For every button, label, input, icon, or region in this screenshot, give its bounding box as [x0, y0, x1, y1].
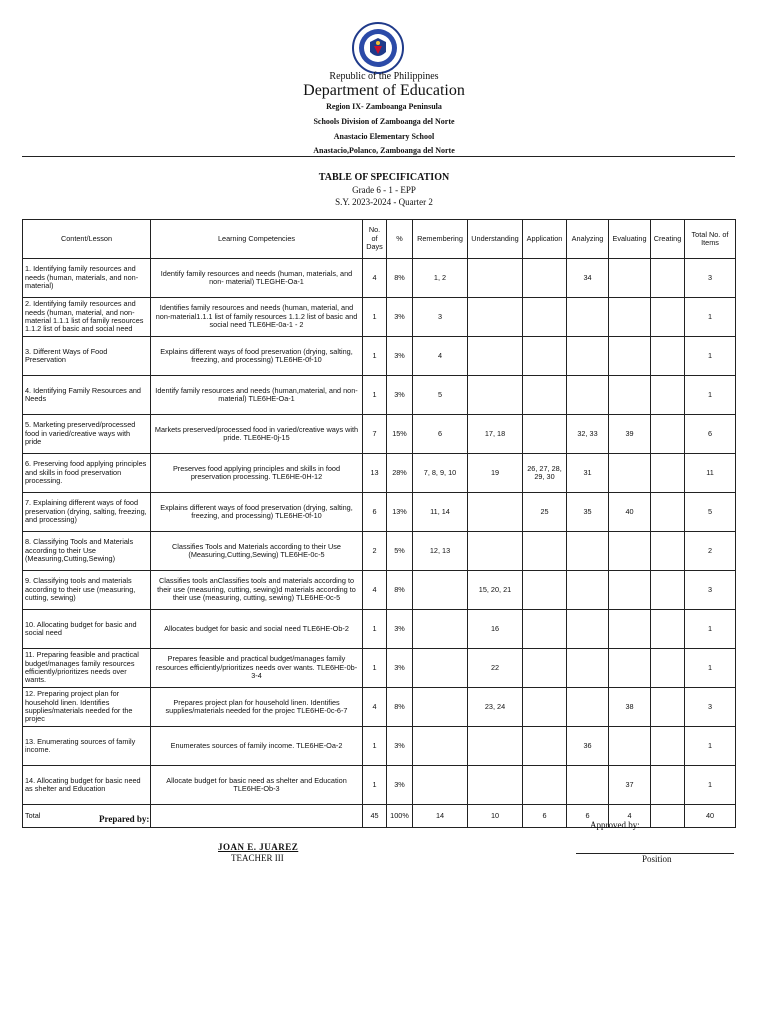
- competency-cell: Enumerates sources of family income. TLE6HE-Oa-2: [151, 727, 363, 766]
- value-cell: [523, 610, 567, 649]
- table-row: [23, 298, 736, 337]
- value-cell: [651, 571, 685, 610]
- document-title: TABLE OF SPECIFICATION: [318, 172, 450, 183]
- table-row: [23, 610, 736, 649]
- content-cell: 10. Allocating budget for basic and social need: [23, 610, 151, 649]
- value-cell: 19: [468, 454, 523, 493]
- value-cell: 8%: [387, 259, 413, 298]
- value-cell: [609, 727, 651, 766]
- value-cell: [468, 727, 523, 766]
- value-cell: 1: [363, 337, 387, 376]
- value-cell: 4: [413, 337, 468, 376]
- division-label: Schools Division of Zamboanga del Norte: [313, 117, 455, 126]
- value-cell: 1: [363, 298, 387, 337]
- value-cell: 3%: [387, 766, 413, 805]
- table-row: [23, 376, 736, 415]
- table-row: [23, 766, 736, 805]
- deped-seal-logo: [352, 22, 404, 74]
- value-cell: [413, 610, 468, 649]
- value-cell: 5: [685, 493, 736, 532]
- value-cell: 5: [413, 376, 468, 415]
- value-cell: [567, 532, 609, 571]
- value-cell: [413, 766, 468, 805]
- column-header: %: [387, 220, 413, 259]
- value-cell: 26, 27, 28, 29, 30: [523, 454, 567, 493]
- competency-cell: Prepares project plan for household linen. Identifies supplies/materials needed for the projec TLE6HE-0c-6-7: [151, 688, 363, 727]
- value-cell: 38: [609, 688, 651, 727]
- column-header: Evaluating: [609, 220, 651, 259]
- grade-label: Grade 6 - 1 - EPP: [352, 185, 416, 195]
- value-cell: 1: [685, 727, 736, 766]
- value-cell: 3%: [387, 376, 413, 415]
- value-cell: 31: [567, 454, 609, 493]
- value-cell: 4: [363, 259, 387, 298]
- region-label: Region IX- Zamboanga Peninsula: [326, 102, 442, 111]
- value-cell: [523, 649, 567, 688]
- value-cell: 1: [685, 766, 736, 805]
- department-title: Department of Education: [303, 82, 465, 99]
- value-cell: [609, 298, 651, 337]
- prepared-by-label: Prepared by:: [99, 814, 150, 824]
- value-cell: [468, 337, 523, 376]
- content-cell: 9. Classifying tools and materials according to their use (measuring, cutting, sewing): [23, 571, 151, 610]
- header-row: [23, 220, 736, 259]
- value-cell: [609, 532, 651, 571]
- value-cell: [413, 727, 468, 766]
- value-cell: 1: [685, 610, 736, 649]
- content-cell: 14. Allocating budget for basic need as shelter and Education: [23, 766, 151, 805]
- value-cell: [468, 766, 523, 805]
- total-cell: 40: [685, 805, 736, 828]
- value-cell: [523, 259, 567, 298]
- value-cell: 7: [363, 415, 387, 454]
- value-cell: 3%: [387, 649, 413, 688]
- value-cell: 3: [685, 259, 736, 298]
- value-cell: [413, 571, 468, 610]
- total-cell: 6: [567, 805, 609, 828]
- competency-cell: Markets preserved/processed food in varied/creative ways with pride. TLE6HE-0j-15: [151, 415, 363, 454]
- value-cell: [413, 649, 468, 688]
- value-cell: [567, 766, 609, 805]
- content-cell: 6. Preserving food applying principles and skills in food preservation processing.: [23, 454, 151, 493]
- value-cell: 13: [363, 454, 387, 493]
- value-cell: 8%: [387, 571, 413, 610]
- value-cell: [651, 259, 685, 298]
- value-cell: [468, 532, 523, 571]
- value-cell: 1: [363, 727, 387, 766]
- value-cell: 3: [413, 298, 468, 337]
- column-header: Remembering: [413, 220, 468, 259]
- value-cell: [609, 571, 651, 610]
- content-cell: 8. Classifying Tools and Materials according to their Use (Measuring,Cutting,Sewing): [23, 532, 151, 571]
- value-cell: [567, 649, 609, 688]
- value-cell: 34: [567, 259, 609, 298]
- value-cell: 1: [363, 649, 387, 688]
- specification-table: [22, 219, 736, 828]
- value-cell: 37: [609, 766, 651, 805]
- competency-cell: Allocate budget for basic need as shelter and Education TLE6HE-Ob-3: [151, 766, 363, 805]
- value-cell: [651, 727, 685, 766]
- total-label: Total: [23, 805, 151, 828]
- value-cell: [567, 376, 609, 415]
- content-cell: 11. Preparing feasible and practical budget/manages family resources efficiently/prioritizes needs over wants.: [23, 649, 151, 688]
- competency-cell: Explains different ways of food preservation (drying, salting, freezing, and processing) TLE6HE-0f-10: [151, 493, 363, 532]
- value-cell: 40: [609, 493, 651, 532]
- value-cell: [651, 610, 685, 649]
- value-cell: 15, 20, 21: [468, 571, 523, 610]
- competency-cell: Preserves food applying principles and skills in food preservation processing. TLE6HE-0H-12: [151, 454, 363, 493]
- value-cell: 23, 24: [468, 688, 523, 727]
- value-cell: [468, 376, 523, 415]
- table-row: [23, 415, 736, 454]
- table-row: [23, 727, 736, 766]
- value-cell: [413, 688, 468, 727]
- value-cell: 15%: [387, 415, 413, 454]
- position-label: Position: [642, 854, 672, 864]
- value-cell: [468, 259, 523, 298]
- column-header: Total No. of Items: [685, 220, 736, 259]
- column-header: Content/Lesson: [23, 220, 151, 259]
- value-cell: 1: [685, 649, 736, 688]
- value-cell: 11: [685, 454, 736, 493]
- republic-label: Republic of the Philippines: [329, 71, 439, 82]
- teacher-title: TEACHER III: [231, 853, 284, 863]
- school-address: Anastacio,Polanco, Zamboanga del Norte: [313, 146, 455, 155]
- value-cell: 13%: [387, 493, 413, 532]
- value-cell: 36: [567, 727, 609, 766]
- value-cell: 6: [363, 493, 387, 532]
- value-cell: 3: [685, 571, 736, 610]
- table-row: [23, 532, 736, 571]
- competency-cell: Prepares feasible and practical budget/manages family resources efficiently/prioritizes needs over wants. TLE6HE-0b-3-4: [151, 649, 363, 688]
- value-cell: [651, 454, 685, 493]
- value-cell: [651, 298, 685, 337]
- competency-cell: Identify family resources and needs (human,material, and non-material) TLE6HE-Oa-1: [151, 376, 363, 415]
- value-cell: 4: [363, 571, 387, 610]
- value-cell: [651, 415, 685, 454]
- competency-cell: Identifies family resources and needs (human, material, and non-material1.1.1 list of family resources 1.1.2 list of basic and social need TLE6HE-0a-1 - 2: [151, 298, 363, 337]
- value-cell: 16: [468, 610, 523, 649]
- value-cell: [651, 688, 685, 727]
- value-cell: 3%: [387, 610, 413, 649]
- content-cell: 13. Enumerating sources of family income.: [23, 727, 151, 766]
- value-cell: 25: [523, 493, 567, 532]
- school-year-label: S.Y. 2023-2024 - Quarter 2: [335, 197, 433, 207]
- value-cell: [523, 337, 567, 376]
- value-cell: 1: [685, 337, 736, 376]
- competency-cell: Explains different ways of food preservation (drying, salting, freezing, and processing) TLE6HE-0f-10: [151, 337, 363, 376]
- header-divider: [22, 156, 735, 157]
- value-cell: 28%: [387, 454, 413, 493]
- value-cell: [651, 532, 685, 571]
- content-cell: 1. Identifying family resources and needs (human, materials, and non- material): [23, 259, 151, 298]
- column-header: Analyzing: [567, 220, 609, 259]
- value-cell: [651, 493, 685, 532]
- value-cell: [651, 649, 685, 688]
- content-cell: 7. Explaining different ways of food preservation (drying, salting, freezing, and processing): [23, 493, 151, 532]
- column-header: Learning Competencies: [151, 220, 363, 259]
- value-cell: 32, 33: [567, 415, 609, 454]
- value-cell: [609, 376, 651, 415]
- value-cell: 4: [363, 688, 387, 727]
- content-cell: 2. Identifying family resources and needs (human, material, and non-material 1.1.1 list of family resources 1.1.2 list of basic and social need: [23, 298, 151, 337]
- table-row: [23, 259, 736, 298]
- value-cell: [523, 727, 567, 766]
- value-cell: [609, 337, 651, 376]
- value-cell: 6: [685, 415, 736, 454]
- table-row: [23, 571, 736, 610]
- value-cell: [651, 766, 685, 805]
- value-cell: 1: [685, 376, 736, 415]
- table-row: [23, 454, 736, 493]
- column-header: No. of Days: [363, 220, 387, 259]
- value-cell: [609, 259, 651, 298]
- value-cell: 39: [609, 415, 651, 454]
- value-cell: 7, 8, 9, 10: [413, 454, 468, 493]
- total-cell: 6: [523, 805, 567, 828]
- value-cell: [523, 571, 567, 610]
- value-cell: [523, 298, 567, 337]
- value-cell: [523, 766, 567, 805]
- value-cell: [567, 337, 609, 376]
- teacher-name: JOAN E. JUAREZ: [218, 842, 299, 852]
- value-cell: 35: [567, 493, 609, 532]
- table-row: [23, 337, 736, 376]
- total-cell: 100%: [387, 805, 413, 828]
- content-cell: 12. Preparing project plan for household linen. Identifies supplies/materials needed for the projec: [23, 688, 151, 727]
- value-cell: 12, 13: [413, 532, 468, 571]
- value-cell: 3: [685, 688, 736, 727]
- column-header: Creating: [651, 220, 685, 259]
- value-cell: 11, 14: [413, 493, 468, 532]
- competency-cell: Classifies Tools and Materials according to their Use (Measuring,Cutting,Sewing) TLE6HE-0c-5: [151, 532, 363, 571]
- total-cell: [151, 805, 363, 828]
- column-header: Understanding: [468, 220, 523, 259]
- column-header: Application: [523, 220, 567, 259]
- value-cell: [567, 688, 609, 727]
- value-cell: 1: [363, 376, 387, 415]
- value-cell: 1, 2: [413, 259, 468, 298]
- total-cell: 45: [363, 805, 387, 828]
- value-cell: [651, 376, 685, 415]
- content-cell: 5. Marketing preserved/processed food in varied/creative ways with pride: [23, 415, 151, 454]
- value-cell: 22: [468, 649, 523, 688]
- table-row: [23, 688, 736, 727]
- school-name: Anastacio Elementary School: [333, 132, 435, 141]
- value-cell: 6: [413, 415, 468, 454]
- value-cell: [651, 337, 685, 376]
- approved-by-label: Approved by:: [590, 820, 640, 830]
- value-cell: 1: [685, 298, 736, 337]
- value-cell: 1: [363, 610, 387, 649]
- value-cell: [523, 415, 567, 454]
- value-cell: 3%: [387, 727, 413, 766]
- value-cell: [609, 454, 651, 493]
- value-cell: 3%: [387, 337, 413, 376]
- value-cell: 2: [363, 532, 387, 571]
- total-cell: 14: [413, 805, 468, 828]
- value-cell: 8%: [387, 688, 413, 727]
- value-cell: [523, 688, 567, 727]
- table-row: [23, 649, 736, 688]
- value-cell: 3%: [387, 298, 413, 337]
- total-cell: 4: [609, 805, 651, 828]
- table-row: [23, 493, 736, 532]
- value-cell: 2: [685, 532, 736, 571]
- total-cell: [651, 805, 685, 828]
- total-cell: 10: [468, 805, 523, 828]
- value-cell: [468, 493, 523, 532]
- value-cell: 17, 18: [468, 415, 523, 454]
- value-cell: [468, 298, 523, 337]
- competency-cell: Allocates budget for basic and social need TLE6HE-Ob-2: [151, 610, 363, 649]
- competency-cell: Classifies tools anClassifies tools and materials according to their use (measuring, cutting, sewing)d materials according to their use (measuring, cutting, sewing) TLE6HE-0c-5: [151, 571, 363, 610]
- value-cell: [609, 649, 651, 688]
- competency-cell: Identify family resources and needs (human, materials, and non- material) TLEGHE-Oa-1: [151, 259, 363, 298]
- value-cell: [567, 610, 609, 649]
- content-cell: 3. Different Ways of Food Preservation: [23, 337, 151, 376]
- value-cell: 1: [363, 766, 387, 805]
- value-cell: [523, 532, 567, 571]
- value-cell: [567, 571, 609, 610]
- value-cell: [567, 298, 609, 337]
- value-cell: 5%: [387, 532, 413, 571]
- content-cell: 4. Identifying Family Resources and Needs: [23, 376, 151, 415]
- value-cell: [609, 610, 651, 649]
- value-cell: [523, 376, 567, 415]
